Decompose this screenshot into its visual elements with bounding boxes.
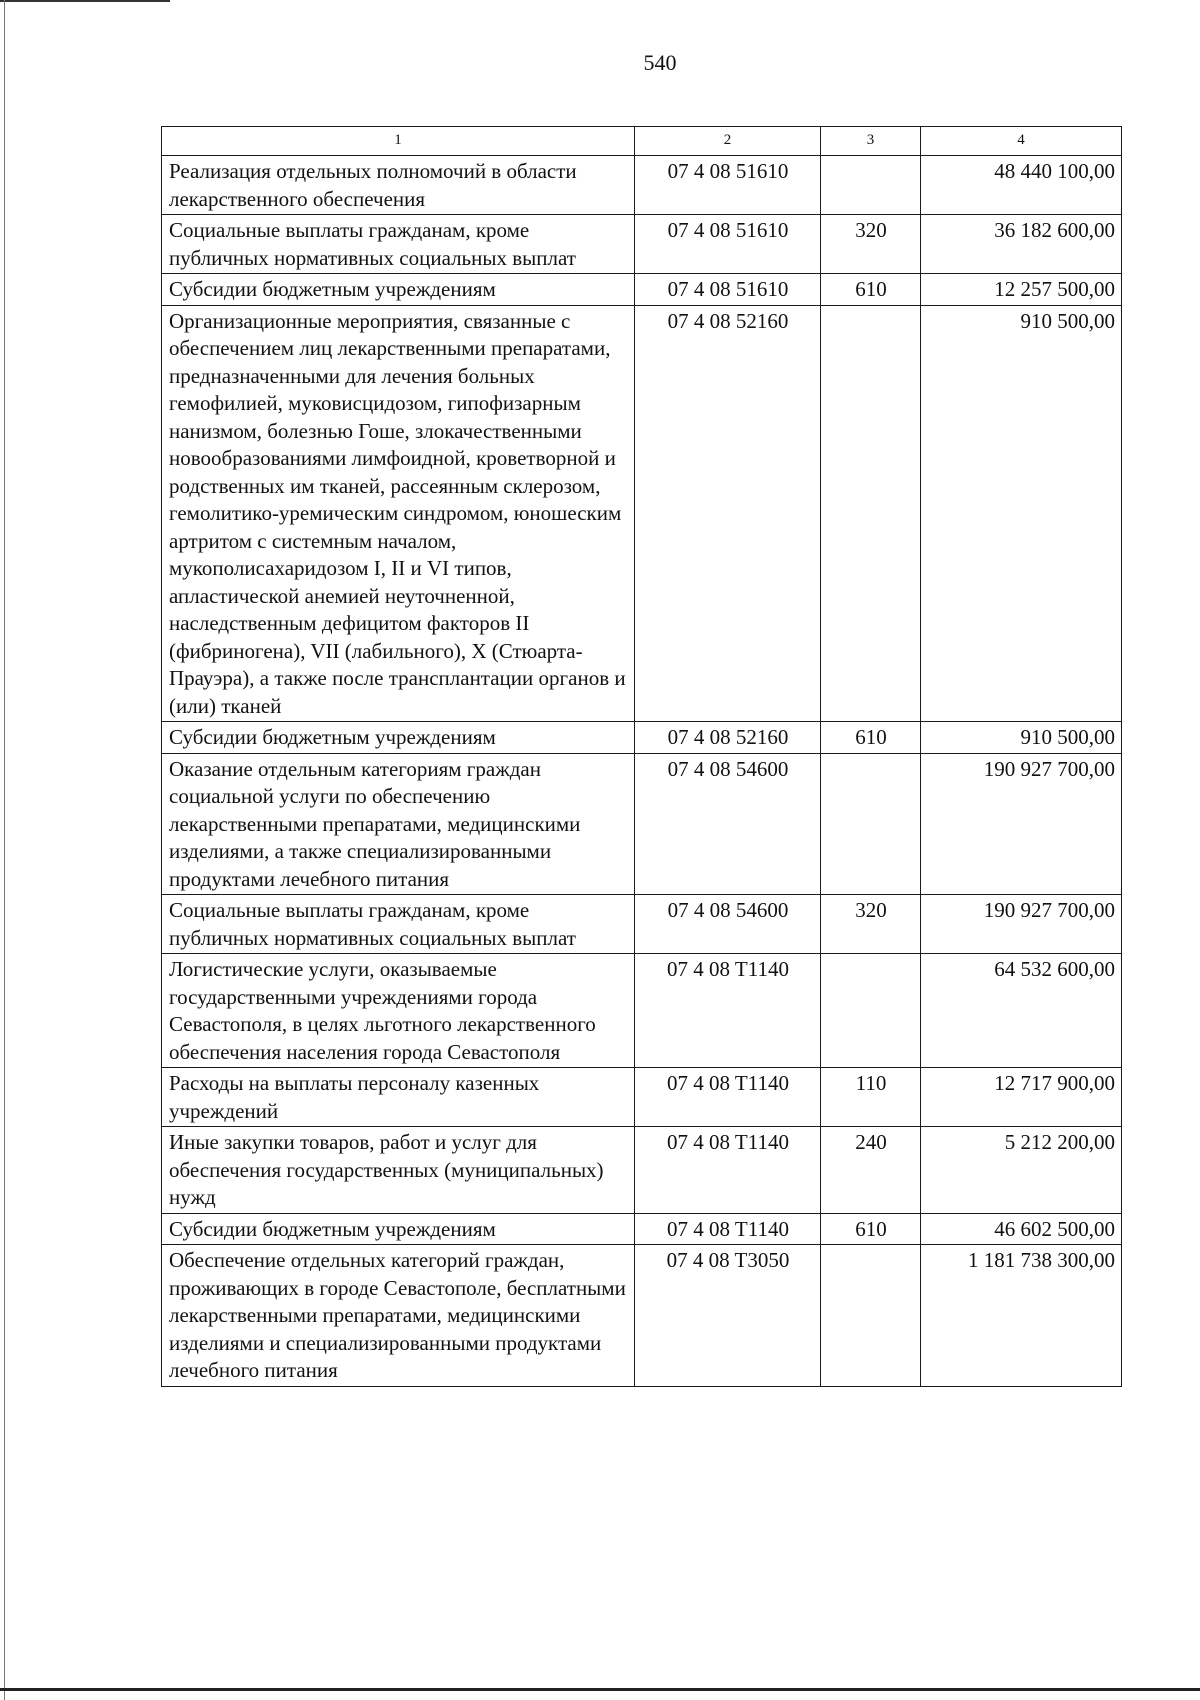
cell-type [821,156,921,215]
cell-code: 07 4 08 T1140 [635,954,821,1068]
header-col-3: 3 [821,127,921,156]
budget-table [161,126,1122,1387]
cell-type [821,305,921,722]
table-row [162,305,1122,722]
cell-amount: 48 440 100,00 [921,156,1122,215]
table-header [162,127,1122,156]
cell-name: Субсидии бюджетным учреждениям [162,722,635,754]
cell-name: Социальные выплаты гражданам, кроме публичных нормативных социальных выплат [162,895,635,954]
cell-type: 320 [821,215,921,274]
table-body [162,156,1122,1387]
table-row [162,1068,1122,1127]
cell-code: 07 4 08 52160 [635,722,821,754]
cell-name: Реализация отдельных полномочий в области лекарственного обеспечения [162,156,635,215]
cell-amount: 190 927 700,00 [921,753,1122,895]
cell-name: Иные закупки товаров, работ и услуг для обеспечения государственных (муниципальных) нужд [162,1127,635,1214]
cell-code: 07 4 08 52160 [635,305,821,722]
header-col-2: 2 [635,127,821,156]
cell-name: Расходы на выплаты персоналу казенных учреждений [162,1068,635,1127]
header-col-4: 4 [921,127,1122,156]
table-row [162,1213,1122,1245]
cell-code: 07 4 08 54600 [635,753,821,895]
cell-name: Организационные мероприятия, связанные с обеспечением лиц лекарственными препаратами, предназначенными для лечения больных гемофилией, муковисцидозом, гипофизарным нанизмом, болезнью Гоше, злокачественными новообразованиями лимфоидной, кроветворной и родственных им тканей, рассеянным склерозом, гемолитико-уремическим синдромом, юношеским артритом с системным началом, мукополисахаридозом I, II и VI типов, апластической анемией неуточненной, наследственным дефицитом факторов II (фибриногена), VII (лабильного), X (Стюарта-Прауэра), а также после трансплантации органов и (или) тканей [162,305,635,722]
table-row [162,156,1122,215]
cell-code: 07 4 08 T1140 [635,1127,821,1214]
table-row [162,895,1122,954]
scan-border-left [4,0,5,1700]
cell-type: 610 [821,722,921,754]
cell-code: 07 4 08 T1140 [635,1213,821,1245]
scan-border-top [0,0,170,2]
cell-type: 240 [821,1127,921,1214]
cell-type: 320 [821,895,921,954]
cell-type: 110 [821,1068,921,1127]
header-row [162,127,1122,156]
cell-amount: 12 717 900,00 [921,1068,1122,1127]
table-row [162,1245,1122,1387]
cell-amount: 36 182 600,00 [921,215,1122,274]
cell-name: Социальные выплаты гражданам, кроме публичных нормативных социальных выплат [162,215,635,274]
cell-code: 07 4 08 51610 [635,156,821,215]
cell-amount: 910 500,00 [921,722,1122,754]
cell-amount: 910 500,00 [921,305,1122,722]
cell-code: 07 4 08 51610 [635,274,821,306]
cell-name: Субсидии бюджетным учреждениям [162,1213,635,1245]
table-row [162,1127,1122,1214]
table-row [162,722,1122,754]
table-row [162,274,1122,306]
cell-name: Оказание отдельным категориям граждан социальной услуги по обеспечению лекарственными препаратами, медицинскими изделиями, а также специализированными продуктами лечебного питания [162,753,635,895]
page-number: 540 [643,50,677,75]
table-row [162,753,1122,895]
cell-type [821,1245,921,1387]
cell-amount: 12 257 500,00 [921,274,1122,306]
header-col-1: 1 [162,127,635,156]
cell-amount: 46 602 500,00 [921,1213,1122,1245]
cell-type [821,954,921,1068]
cell-amount: 1 181 738 300,00 [921,1245,1122,1387]
cell-name: Логистические услуги, оказываемые государственными учреждениями города Севастополя, в целях льготного лекарственного обеспечения населения города Севастополя [162,954,635,1068]
cell-name: Обеспечение отдельных категорий граждан, проживающих в городе Севастополе, бесплатными лекарственными препаратами, медицинскими изделиями и специализированными продуктами лечебного питания [162,1245,635,1387]
cell-code: 07 4 08 T1140 [635,1068,821,1127]
cell-type [821,753,921,895]
cell-amount: 190 927 700,00 [921,895,1122,954]
cell-amount: 64 532 600,00 [921,954,1122,1068]
table-row [162,954,1122,1068]
cell-code: 07 4 08 51610 [635,215,821,274]
cell-type: 610 [821,1213,921,1245]
cell-name: Субсидии бюджетным учреждениям [162,274,635,306]
table-row [162,215,1122,274]
cell-code: 07 4 08 T3050 [635,1245,821,1387]
scan-border-bottom [0,1688,1200,1691]
cell-code: 07 4 08 54600 [635,895,821,954]
cell-type: 610 [821,274,921,306]
cell-amount: 5 212 200,00 [921,1127,1122,1214]
